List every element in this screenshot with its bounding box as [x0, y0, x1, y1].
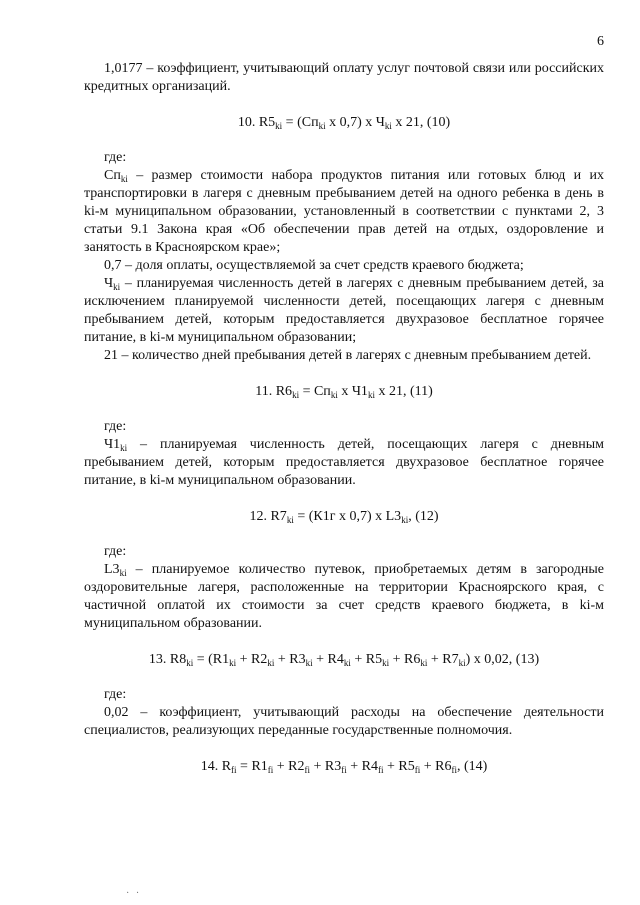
formula-10: 10. $R5_{ki} = (Сп_{ki}$ x 0,7) x $Ч_{ki}$ x 21, (10): [237, 115, 451, 131]
definition-21: 21 – количество дней пребывания детей в лагерях с дневным пребыванием детей.: [104, 348, 592, 363]
formula-12: 12. $R7_{ki} = (К1г$ x 0,7) x $L3_{ki}$, (12): [249, 509, 439, 525]
definition-ch: $Ч_{ki}$ – планируемая численность детей в лагерях с дневным пребыванием детей, за исключением планируемой численности детей, посещающих лагеря с дневным пребыванием детей, которым предоставляется двухразовое бесплатное горячее питание, в ki-м муниципальном образовании;: [84, 276, 604, 345]
where-label: где:: [104, 150, 127, 165]
formula-13: 13. $R8_{ki} = (R1_{ki} + R2_{ki} + R3_{ki} + R4_{ki} + R5_{ki} + R6_{ki} + R7_{ki})$ x 0,02, (13): [148, 652, 540, 668]
definition-ch1: $Ч1_{ki}$ – планируемая численность детей, посещающих лагеря с дневным пребыванием детей, которым предоставляется двухразовое бесплатное горячее питание, в ki-м муниципальном образовании.: [84, 437, 604, 488]
scan-artifact-mark: · ·: [126, 888, 142, 899]
document-body: [84, 60, 604, 793]
paragraph-coefficient: 1,0177 – коэффициент, учитывающий оплату услуг почтовой связи или российских кредитных организаций.: [84, 61, 604, 94]
definition-sp: $Сп_{ki}$ – размер стоимости набора продуктов питания или готовых блюд и их транспортировки в лагеря с дневным пребыванием детей на одного ребенка в день в ki-м муниципальном образовании, установленный в соответствии с пунктами 2, 3 статьи 9.1 Закона края «Об обеспечении прав детей на отдых, оздоровление и занятость в Красноярском крае»;: [84, 168, 604, 255]
page-number: 6: [597, 34, 604, 49]
where-label: где:: [104, 544, 127, 559]
definition-0-7: 0,7 – доля оплаты, осуществляемой за счет средств краевого бюджета;: [104, 258, 524, 273]
definition-l3: $L3_{ki}$ – планируемое количество путевок, приобретаемых детям в загородные оздоровительные лагеря, расположенные на территории Красноярского края, с частичной оплатой их стоимости за счет средств краевого бюджета, в ki-м муниципальном образовании.: [84, 562, 604, 631]
where-label: где:: [104, 419, 127, 434]
formula-14: 14. $R_{fi} = R1_{fi} + R2_{fi} + R3_{fi} + R4_{fi} + R5_{fi} + R6_{fi}$, (14): [200, 759, 488, 775]
definition-0-02: 0,02 – коэффициент, учитывающий расходы на обеспечение деятельности специалистов, реализующих переданные государственные полномочия.: [84, 705, 604, 738]
formula-11: 11. $R6_{ki} = Сп_{ki}$ x $Ч1_{ki}$ x 21, (11): [255, 384, 433, 400]
where-label: где:: [104, 687, 127, 702]
